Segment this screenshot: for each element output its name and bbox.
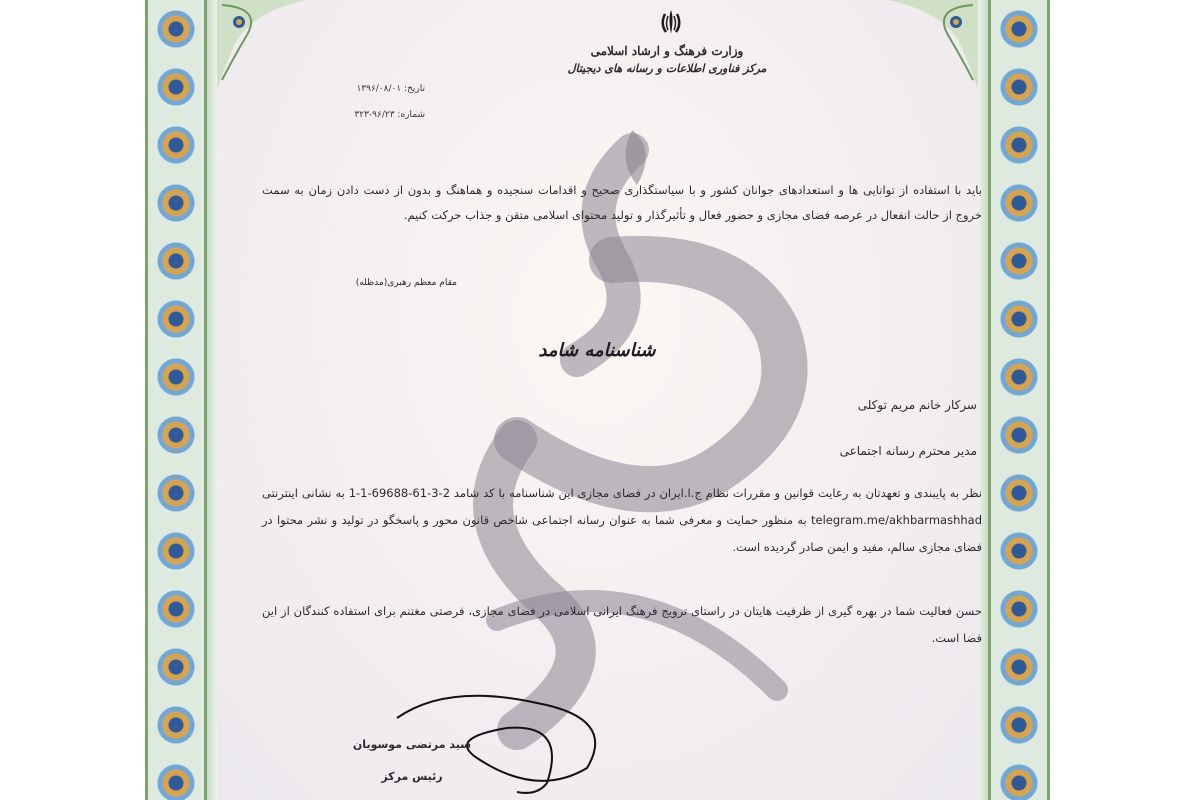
recipient-name: سرکار خانم مریم توکلی — [857, 398, 977, 412]
letter-date: تاریخ: ۱۳۹۶/۰۸/۰۱ — [356, 84, 425, 94]
certificate-body-paragraph: حسن فعالیت شما در بهره گیری از ظرفیت هایتان در راستای ترویج فرهنگ ایرانی اسلامی در فضای مجازی، فرصتی مغتنم برای استفاده کنندگان از این فضا است. — [262, 604, 982, 645]
leader-quote: باید با استفاده از توانایی ها و استعدادهای جوانان کشور و با سیاستگذاری صحیح و اقدامات سنجیده و هماهنگ و بدون از دست دادن زمان به سمت خروج از حالت انفعال در عرصه فضای مجازی و حضور فعال و تأثیرگذار و تولید محتوای اسلامی متقن و جذاب حرکت کنیم. — [262, 183, 982, 222]
quote-attribution: مقام معظم رهبری(مدظله) — [355, 278, 457, 288]
inner-frame-right — [978, 0, 988, 800]
ministry-name: وزارت فرهنگ و ارشاد اسلامی — [590, 44, 744, 58]
ornamental-border-left — [145, 0, 207, 800]
letterhead — [547, 8, 787, 88]
ornamental-border-right — [988, 0, 1050, 800]
certificate-title: شناسنامه شامد — [538, 340, 656, 361]
signatory-name: سید مرتضی موسویان — [352, 738, 472, 751]
inner-frame-left — [207, 0, 217, 800]
signatory-title: رئیس مرکز — [381, 770, 443, 783]
certificate-paper — [217, 0, 982, 800]
recipient-position: مدیر محترم رسانه اجتماعی — [839, 444, 977, 458]
center-name: مرکز فناوری اطلاعات و رسانه های دیجیتال — [567, 62, 767, 75]
certificate-document — [145, 0, 1050, 800]
certificate-body-paragraph: نظر به پایبندی و تعهدتان به رعایت قوانین و مقررات نظام ج.ا.ایران در فضای مجازی این شناسنامه با کد شامد 2-3-61-69688-1-1 به نشانی اینترنتی telegram.me/akhbarmashhad به منظور حمایت و معرفی شما به عنوان رسانه اجتماعی شاخص قانون محور و پاسخگو در تولید و نشر محتوا در فضای مجازی سالم، مفید و ایمن صادر گردیده است. — [262, 486, 982, 554]
iran-emblem-icon — [657, 8, 685, 36]
letter-number: شماره: ۹۶/۲۳-۳۲۳ — [354, 110, 425, 120]
